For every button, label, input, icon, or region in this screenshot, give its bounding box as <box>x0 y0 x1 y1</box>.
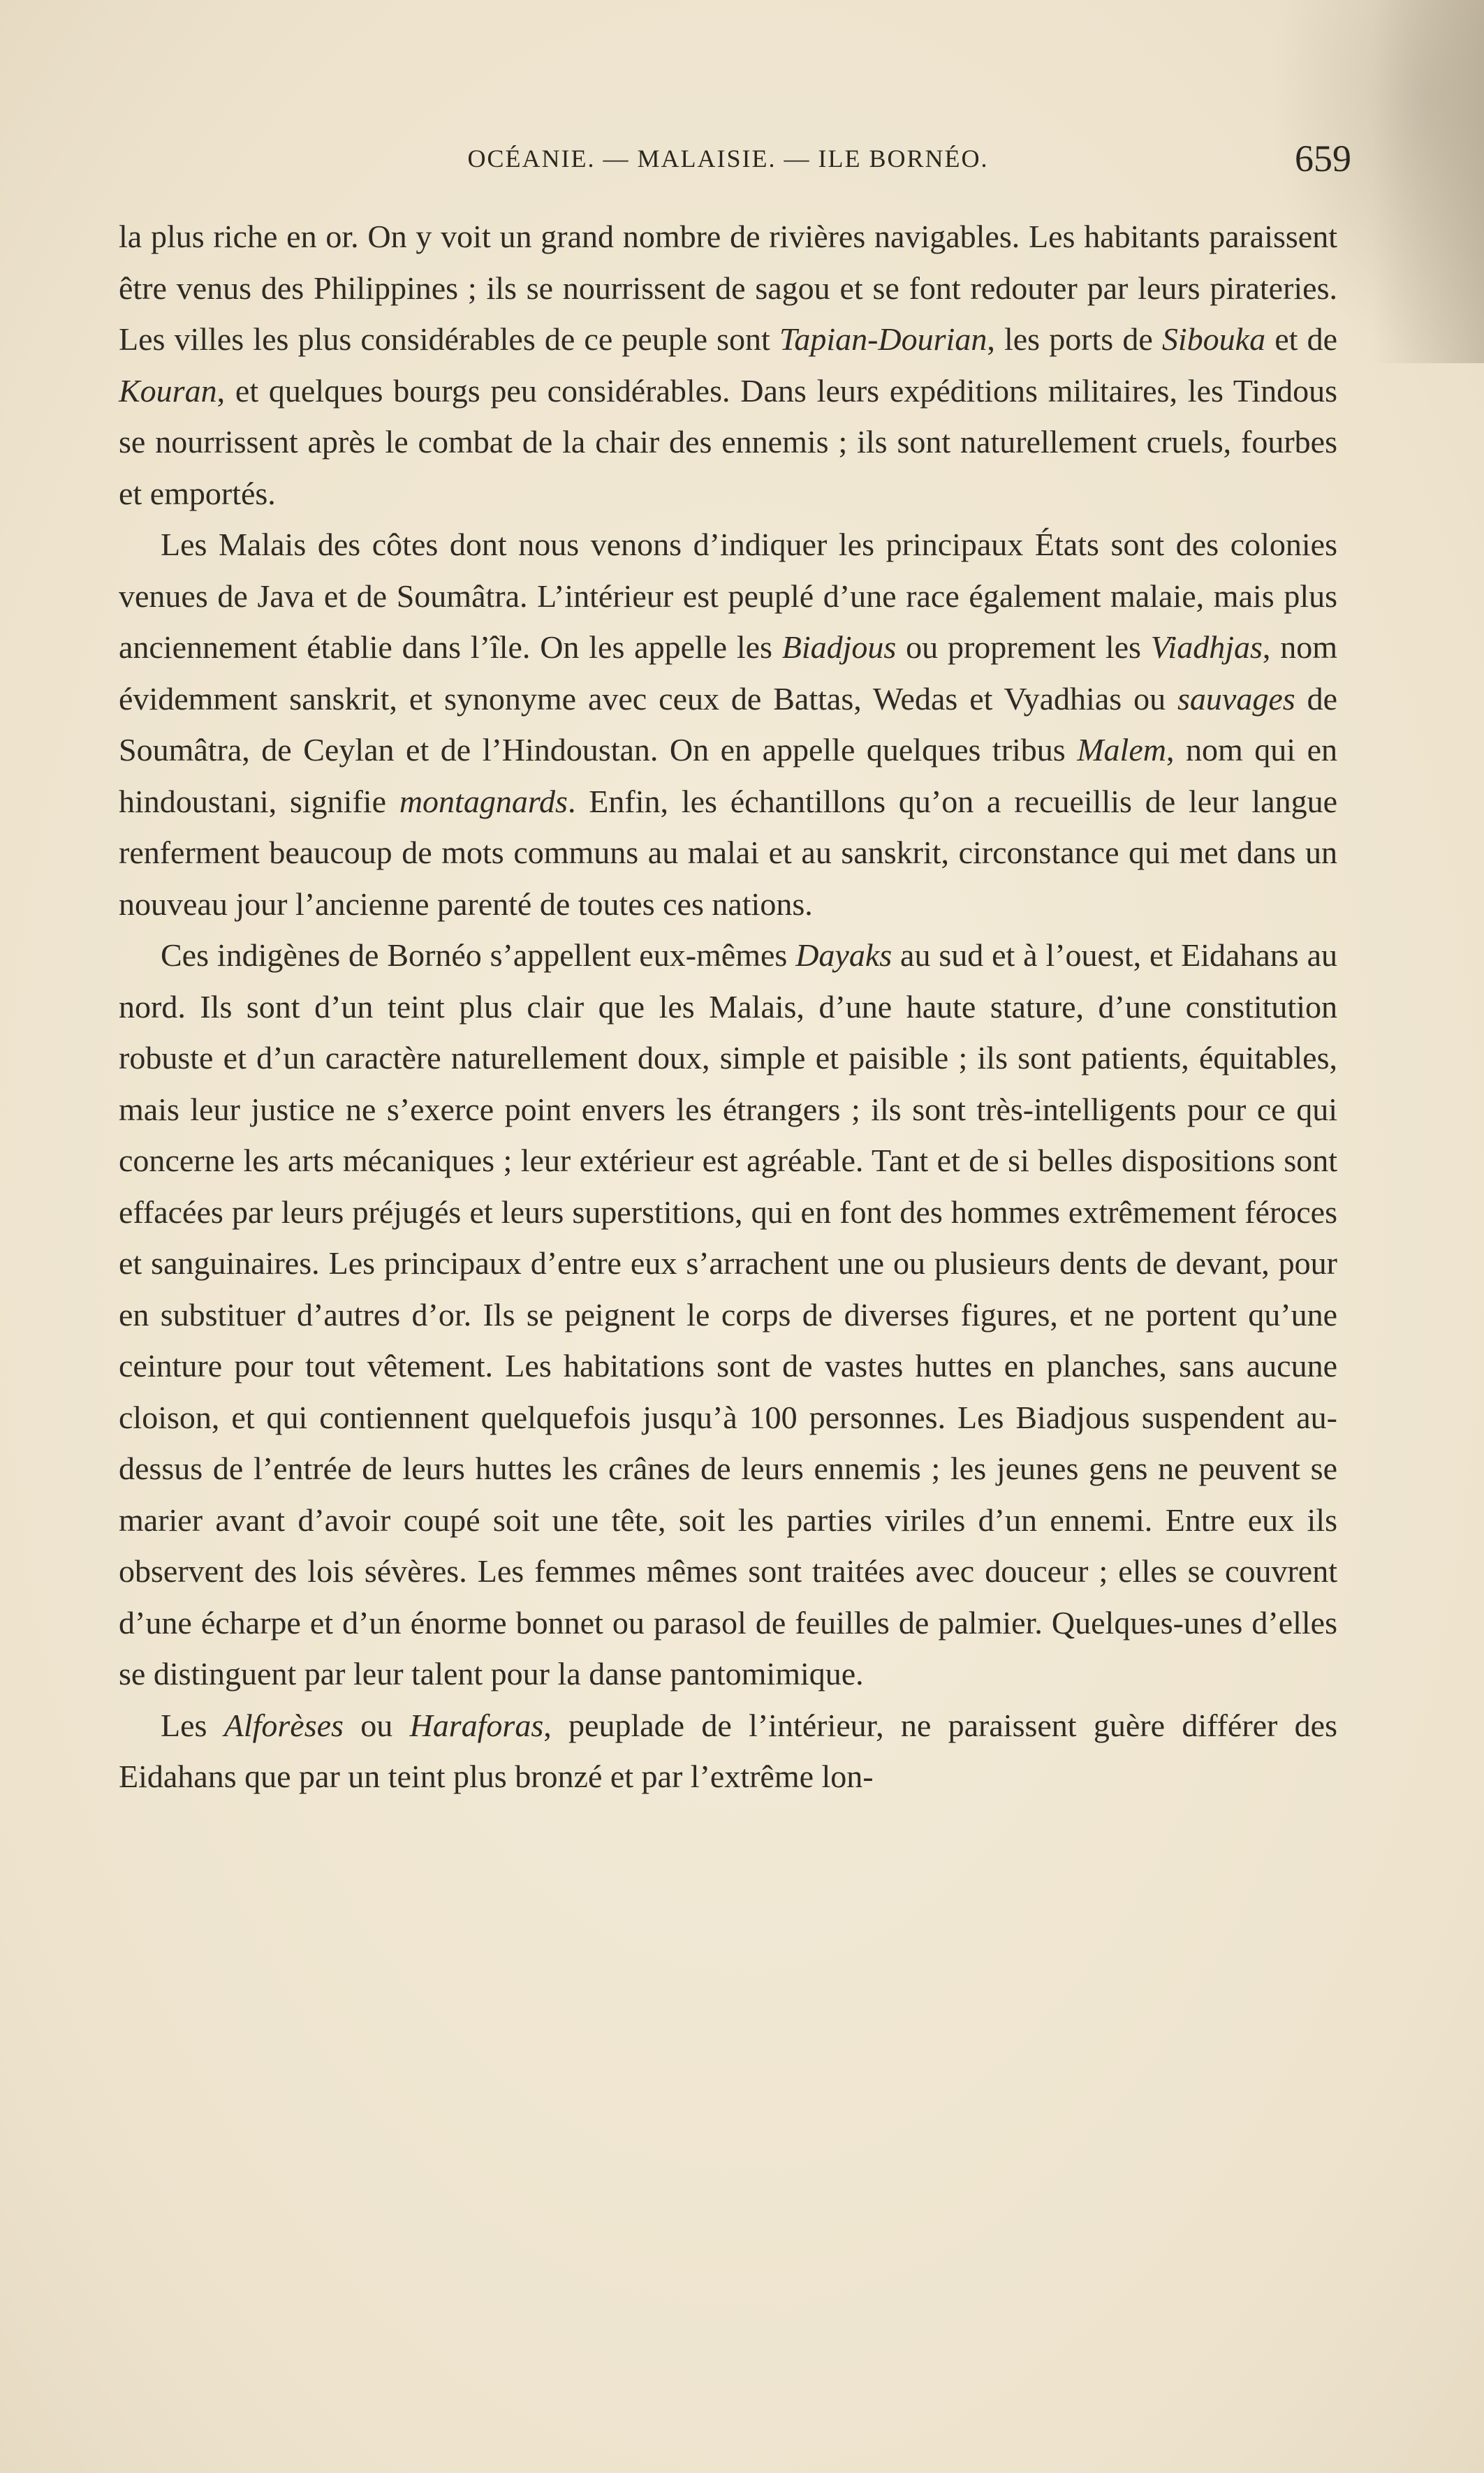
text-run: , nom évidemment sanskrit, et synonyme avec ceux de Battas, Wedas et Vyadhias ou <box>119 629 1338 717</box>
body-text <box>119 211 1337 1803</box>
page-number: 659 <box>1295 138 1351 179</box>
running-head: OCÉANIE. — MALAISIE. — ILE BORNÉO. <box>467 145 989 173</box>
italic-term: Kouran <box>119 372 217 409</box>
text-run: la plus riche en or. On y voit un grand nombre de rivières navigables. Les habitants paraissent être venus des Philippines ; ils se nourrissent de sagou et se font redouter par leurs pirateries. Les villes les plus considérables de ce peuple sont <box>119 219 1337 357</box>
text-run: ou <box>343 1707 410 1743</box>
italic-term: Alforèses <box>223 1707 344 1743</box>
text-run: Ces indigènes de Bornéo s’appellent eux-mêmes <box>161 937 796 973</box>
italic-term: Sibouka <box>1161 321 1266 357</box>
paragraph-4 <box>119 1700 1337 1803</box>
text-run: , peuplade de l’intérieur, ne paraissent guère différer des Eidahans que par un teint plus bronzé et par l’extrême lon- <box>119 1707 1337 1794</box>
page-edge-shading <box>1372 0 1484 363</box>
text-run: au sud et à l’ouest, et Eidahans au nord. Ils sont d’un teint plus clair que les Malais, d’une haute stature, d’une constitution robuste et d’un caractère naturellement doux, simple et paisible ; ils sont patients, équitables, mais leur justice ne s’exerce point envers les étrangers ; ils sont très-intelligents pour ce qui concerne les arts mécaniques ; leur extérieur est agréable. Tant et de si belles dispositions sont effacées par leurs préjugés et leurs superstitions, qui en font des hommes extrêmement féroces et sanguinaires. Les principaux d’entre eux s’arrachent une ou plusieurs dents de devant, pour en substituer d’autres d’or. Ils se peignent le corps de diverses figures, et ne portent qu’une ceinture pour tout vêtement. Les habitations sont de vastes huttes en planches, sans aucune cloison, et qui contiennent quelquefois jusqu’à 100 personnes. Les Biadjous suspendent au-dessus de l’entrée de leurs huttes les crânes de leurs ennemis ; les jeunes gens ne peuvent se marier avant d’avoir coupé soit une tête, soit les parties viriles d’un ennemi. Entre eux ils observent des lois sévères. Les femmes mêmes sont traitées avec douceur ; elles se couvrent d’une écharpe et d’un énorme bonnet ou parasol de feuilles de palmier. Quelques-unes d’elles se distinguent par leur talent pour la danse pantomimique. <box>119 937 1337 1692</box>
italic-term: Viadhjas <box>1150 629 1263 665</box>
paragraph-1 <box>119 211 1337 519</box>
italic-term: Tapian-Dourian <box>779 321 987 357</box>
text-run: ou proprement les <box>896 629 1151 665</box>
italic-term: sauvages <box>1177 680 1295 717</box>
text-run: . Enfin, les échantillons qu’on a recueillis de leur langue renferment beaucoup de mots communs au malai et au sanskrit, circonstance qui met dans un nouveau jour l’ancienne parenté de toutes ces nations. <box>119 783 1337 922</box>
text-run: Les <box>161 1707 224 1743</box>
italic-term: montagnards <box>399 783 568 819</box>
italic-term: Biadjous <box>781 629 897 665</box>
text-run: Les Malais des côtes dont nous venons d’indiquer les principaux États sont des colonies venues de Java et de Soumâtra. L’intérieur est peuplé d’une race également malaie, mais plus anciennement établie dans l’île. On les appelle les <box>119 527 1337 665</box>
italic-term: Dayaks <box>795 937 892 973</box>
text-run: , et quelques bourgs peu considérables. Dans leurs expéditions militaires, les Tindous se nourrissent après le combat de la chair des ennemis ; ils sont naturellement cruels, fourbes et emportés. <box>119 372 1337 511</box>
paragraph-3 <box>119 930 1337 1700</box>
text-run: et de <box>1265 321 1337 357</box>
page-header <box>119 137 1351 186</box>
italic-term: Malem <box>1077 732 1166 768</box>
text-run: , nom qui en hindoustani, signifie <box>119 732 1337 819</box>
paragraph-2 <box>119 519 1337 930</box>
italic-term: Haraforas <box>409 1707 544 1743</box>
text-run: de Soumâtra, de Ceylan et de l’Hindoustan. On en appelle quelques tribus <box>119 680 1337 768</box>
text-run: , les ports de <box>987 321 1162 357</box>
